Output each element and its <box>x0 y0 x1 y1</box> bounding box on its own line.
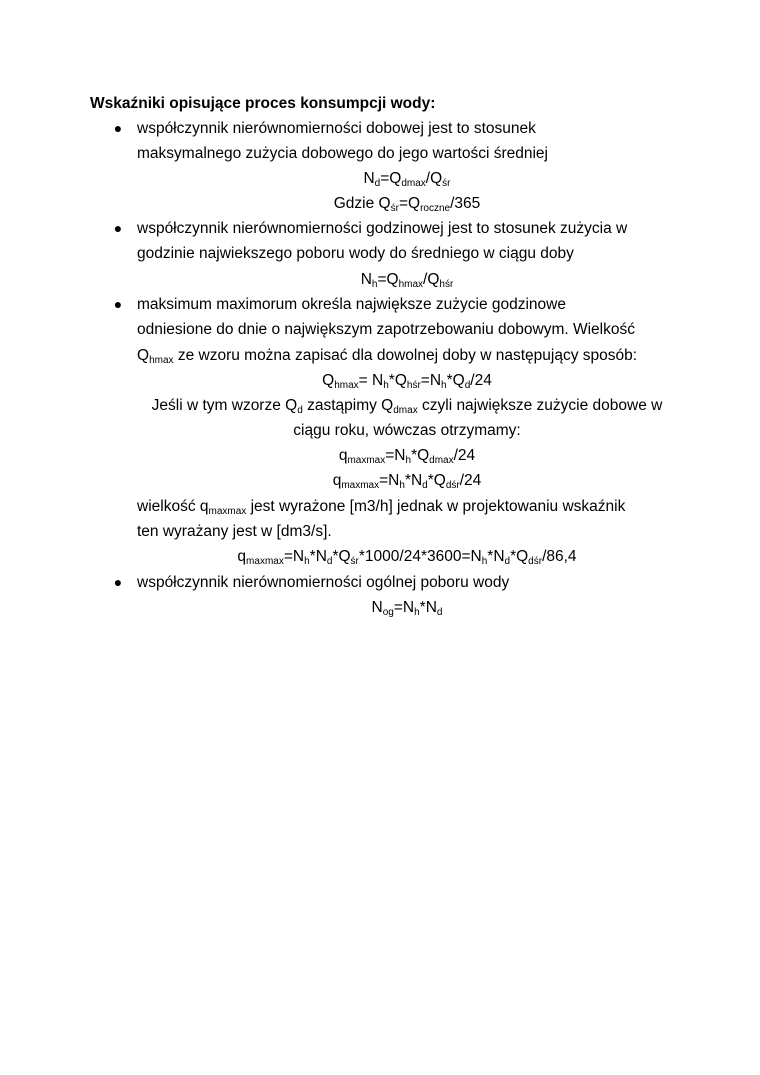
heading: Wskaźniki opisujące proces konsumpcji wody: <box>90 95 436 112</box>
item4-line1: współczynnik nierównomierności ogólnej poboru wody <box>137 574 510 591</box>
formula-qmaxmax-3: $q_{maxmax}=N_h*N_d*Q_{śr}*1000/24*3600=N_h*N_d*Q_{dśr}/86,4$ <box>237 548 577 567</box>
item3-line6: wielkość $q_{maxmax}$ jest wyrażone [m3/h] jednak w projektowaniu wskaźnik <box>137 498 626 517</box>
formula-qhmax: $Q_{hmax}= N_h*Q_{hśr}=N_h*Q_d/24$ <box>322 372 492 391</box>
bullet-2: ● <box>113 220 123 236</box>
item3-line4: Jeśli w tym wzorze $Q_d$ zastąpimy $Q_{dmax}$ czyli największe zużycie dobowe w <box>151 397 663 416</box>
item3-line5: ciągu roku, wówczas otrzymamy: <box>293 422 521 439</box>
item3-line3: $Q_{hmax}$ ze wzoru można zapisać dla dowolnej doby w następujący sposób: <box>137 347 638 366</box>
formula-nd: $N_d=Q_{dmax}/Q_{śr}$ <box>363 170 451 189</box>
formula-qsr: Gdzie $Q_{śr}=Q_{roczne}/365$ <box>333 195 481 214</box>
item2-line2: godzinie najwiekszego poboru wody do średniego w ciągu doby <box>137 245 574 262</box>
bullet-1: ● <box>113 120 123 136</box>
item1-line1: współczynnik nierównomierności dobowej jest to stosunek <box>137 120 536 137</box>
bullet-4: ● <box>113 574 123 590</box>
formula-qmaxmax-2: $q_{maxmax}=N_h*N_d*Q_{dśr}/24$ <box>332 472 482 491</box>
bullet-3: ● <box>113 296 123 312</box>
formula-nh: $N_h=Q_{hmax}/Q_{hśr}$ <box>360 271 454 290</box>
item3-line2: odniesione do dnie o największym zapotrzebowaniu dobowym. Wielkość <box>137 321 635 338</box>
formula-qmaxmax-1: $q_{maxmax}=N_h*Q_{dmax}/24$ <box>338 447 476 466</box>
item3-line1: maksimum maximorum określa największe zużycie godzinowe <box>137 296 566 313</box>
item2-line1: współczynnik nierównomierności godzinowej jest to stosunek zużycia w <box>137 220 628 237</box>
formula-nog: $N_{og}=N_h*N_d$ <box>371 599 443 618</box>
item3-line7: ten wyrażany jest w [dm3/s]. <box>137 523 332 540</box>
item1-line2: maksymalnego zużycia dobowego do jego wartości średniej <box>137 145 548 162</box>
